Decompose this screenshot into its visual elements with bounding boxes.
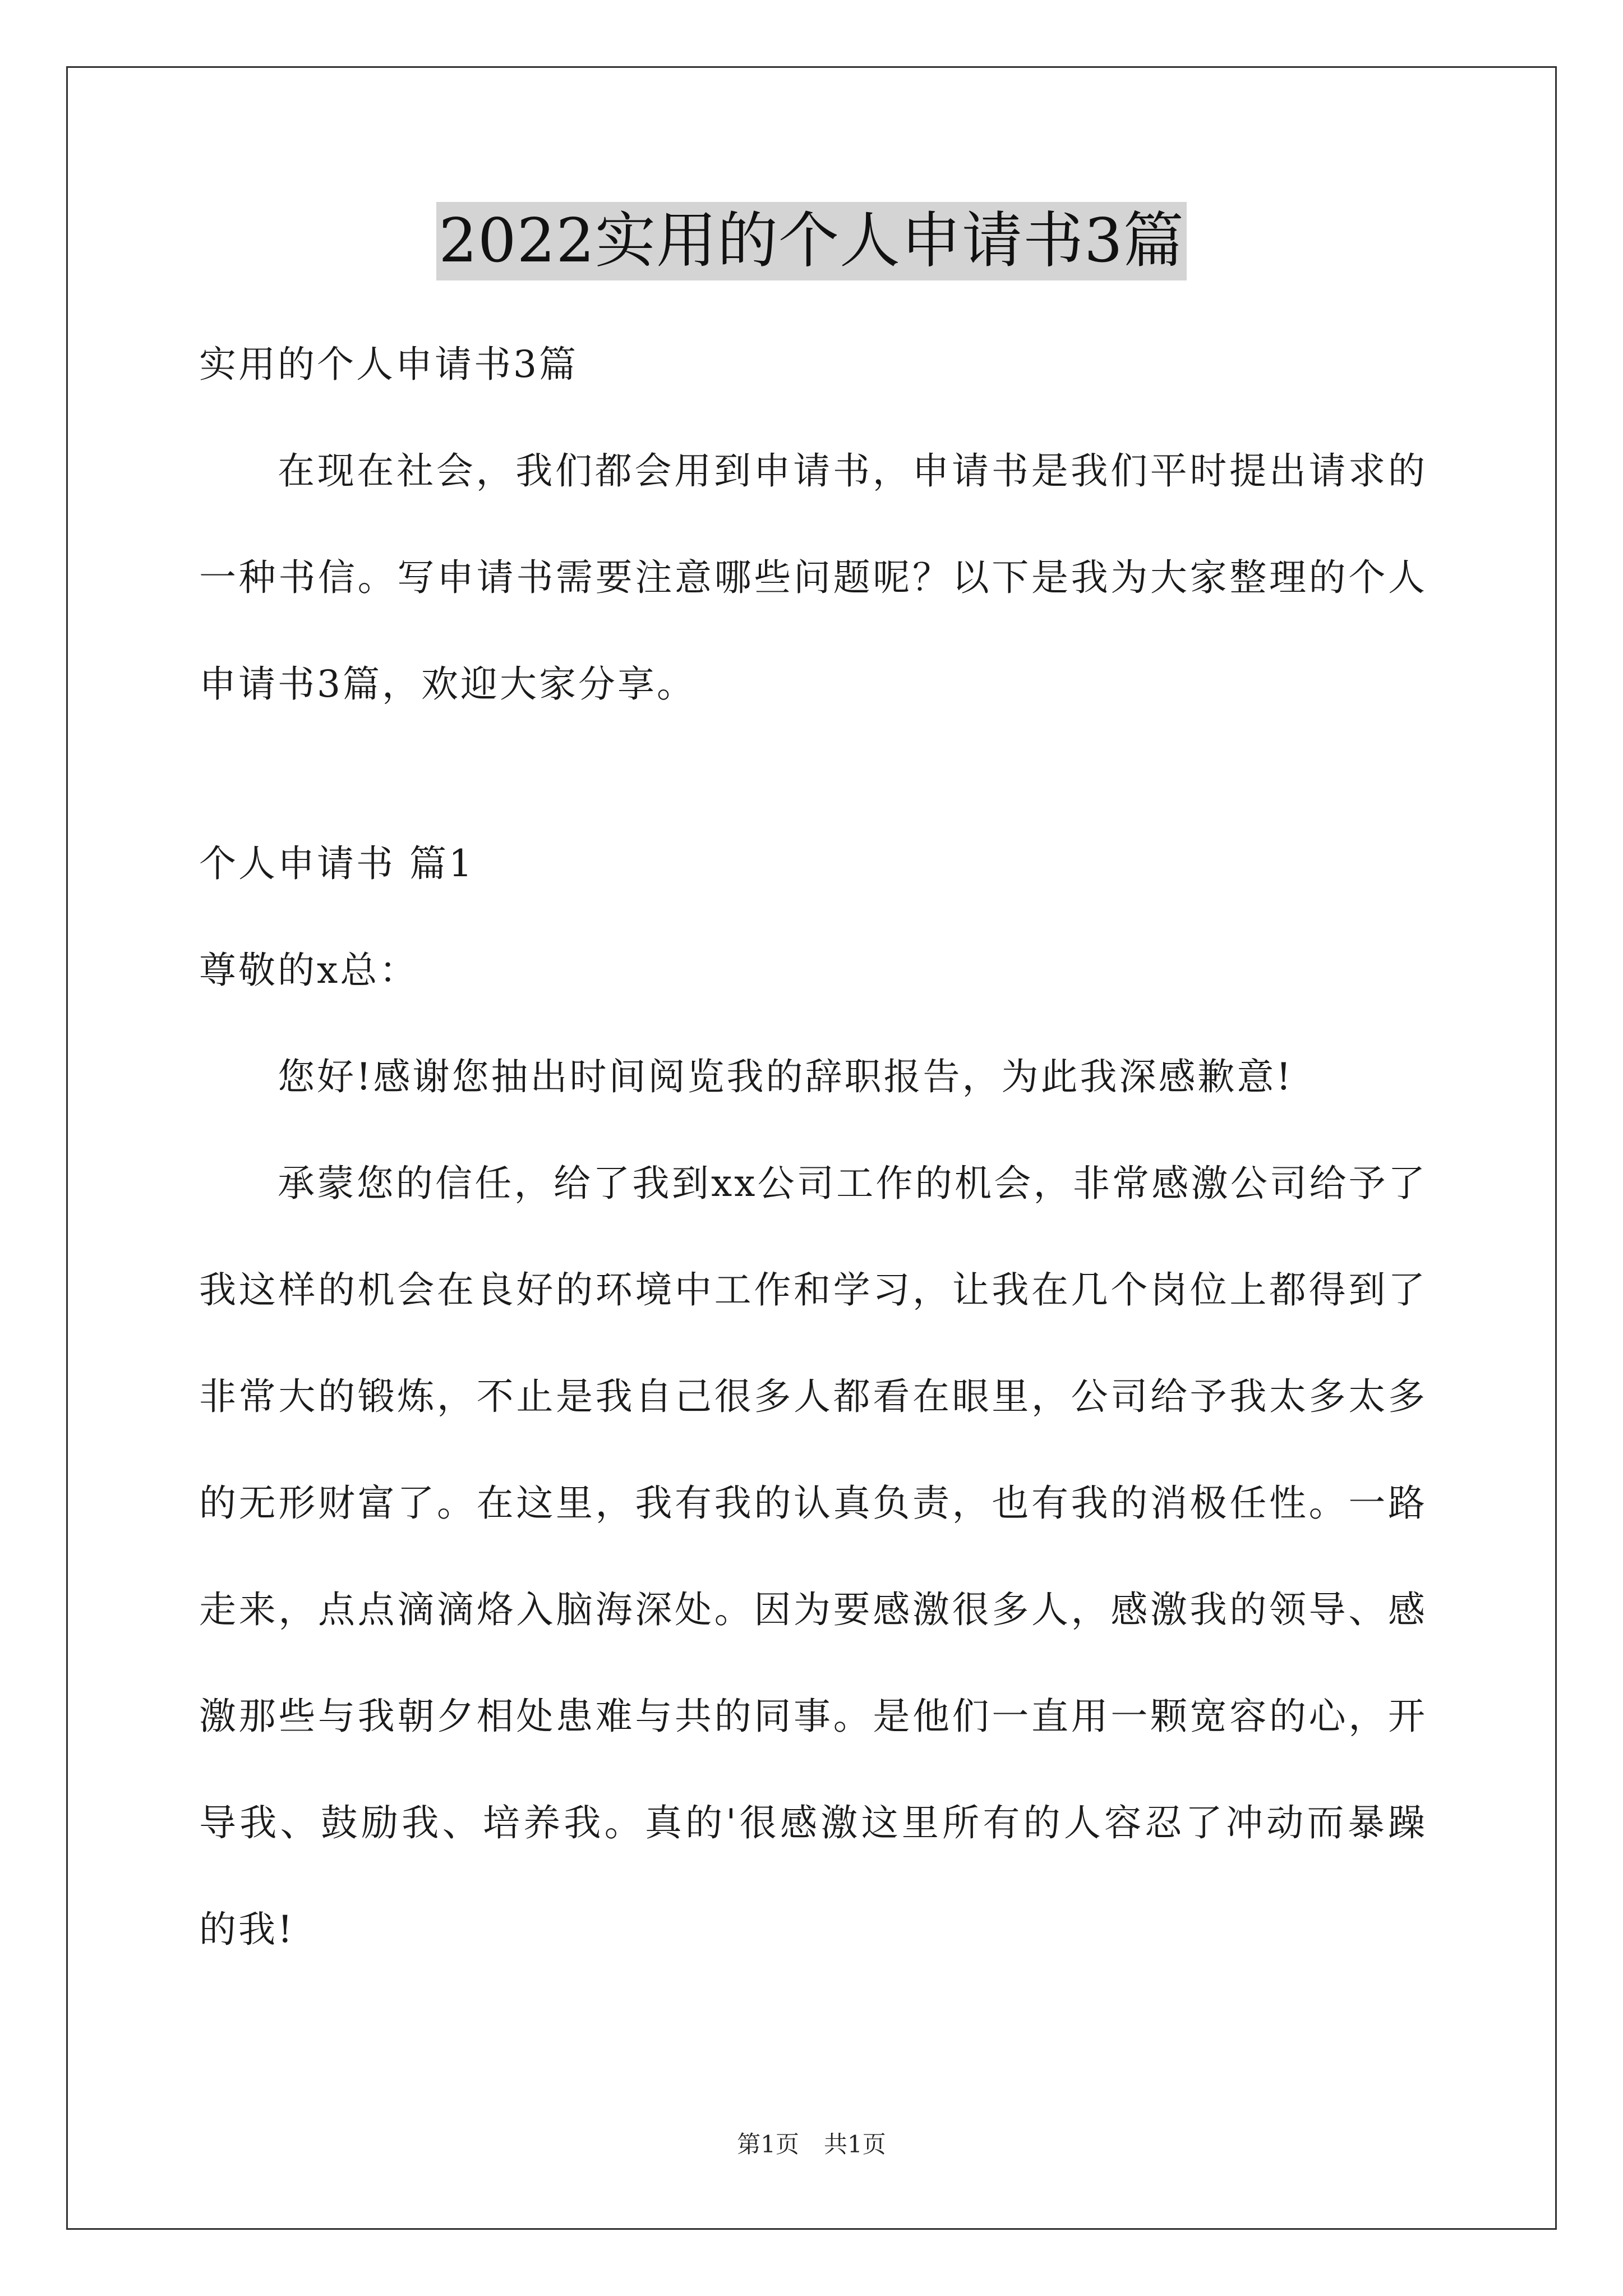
page-footer — [0, 2126, 1623, 2160]
subtitle: 实用的个人申请书3篇 — [199, 343, 578, 386]
page-total: 共1页 — [824, 2131, 886, 2158]
section-heading: 个人申请书 篇1 — [199, 842, 474, 885]
section-spacer — [199, 738, 1427, 811]
body-paragraph: 您好!感谢您抽出时间阅览我的辞职报告，为此我深感歉意! — [278, 1055, 1294, 1098]
salutation: 尊敬的x总： — [199, 949, 419, 992]
document-title: 2022实用的个人申请书3篇 — [436, 202, 1187, 280]
intro-paragraph: 在现在社会，我们都会用到申请书，申请书是我们平时提出请求的一种书信。写申请书需要注意哪些问题呢？以下是我为大家整理的个人申请书3篇，欢迎大家分享。 — [199, 449, 1427, 706]
document-body — [199, 311, 1427, 1983]
body-paragraph: 承蒙您的信任，给了我到xx公司工作的机会，非常感激公司给予了我这样的机会在良好的环境中工作和学习，让我在几个岗位上都得到了非常大的锻炼，不止是我自己很多人都看在眼里，公司给予我太多太多的无形财富了。在这里，我有我的认真负责，也有我的消极任性。一路走来，点点滴滴烙入脑海深处。因为要感激很多人，感激我的领导、感激那些与我朝夕相处患难与共的同事。是他们一直用一颗宽容的心，开导我、鼓励我、培养我。真的'很感激这里所有的人容忍了冲动而暴躁的我! — [199, 1162, 1427, 1951]
page-number: 第1页 — [737, 2131, 799, 2158]
title-container — [0, 202, 1623, 280]
